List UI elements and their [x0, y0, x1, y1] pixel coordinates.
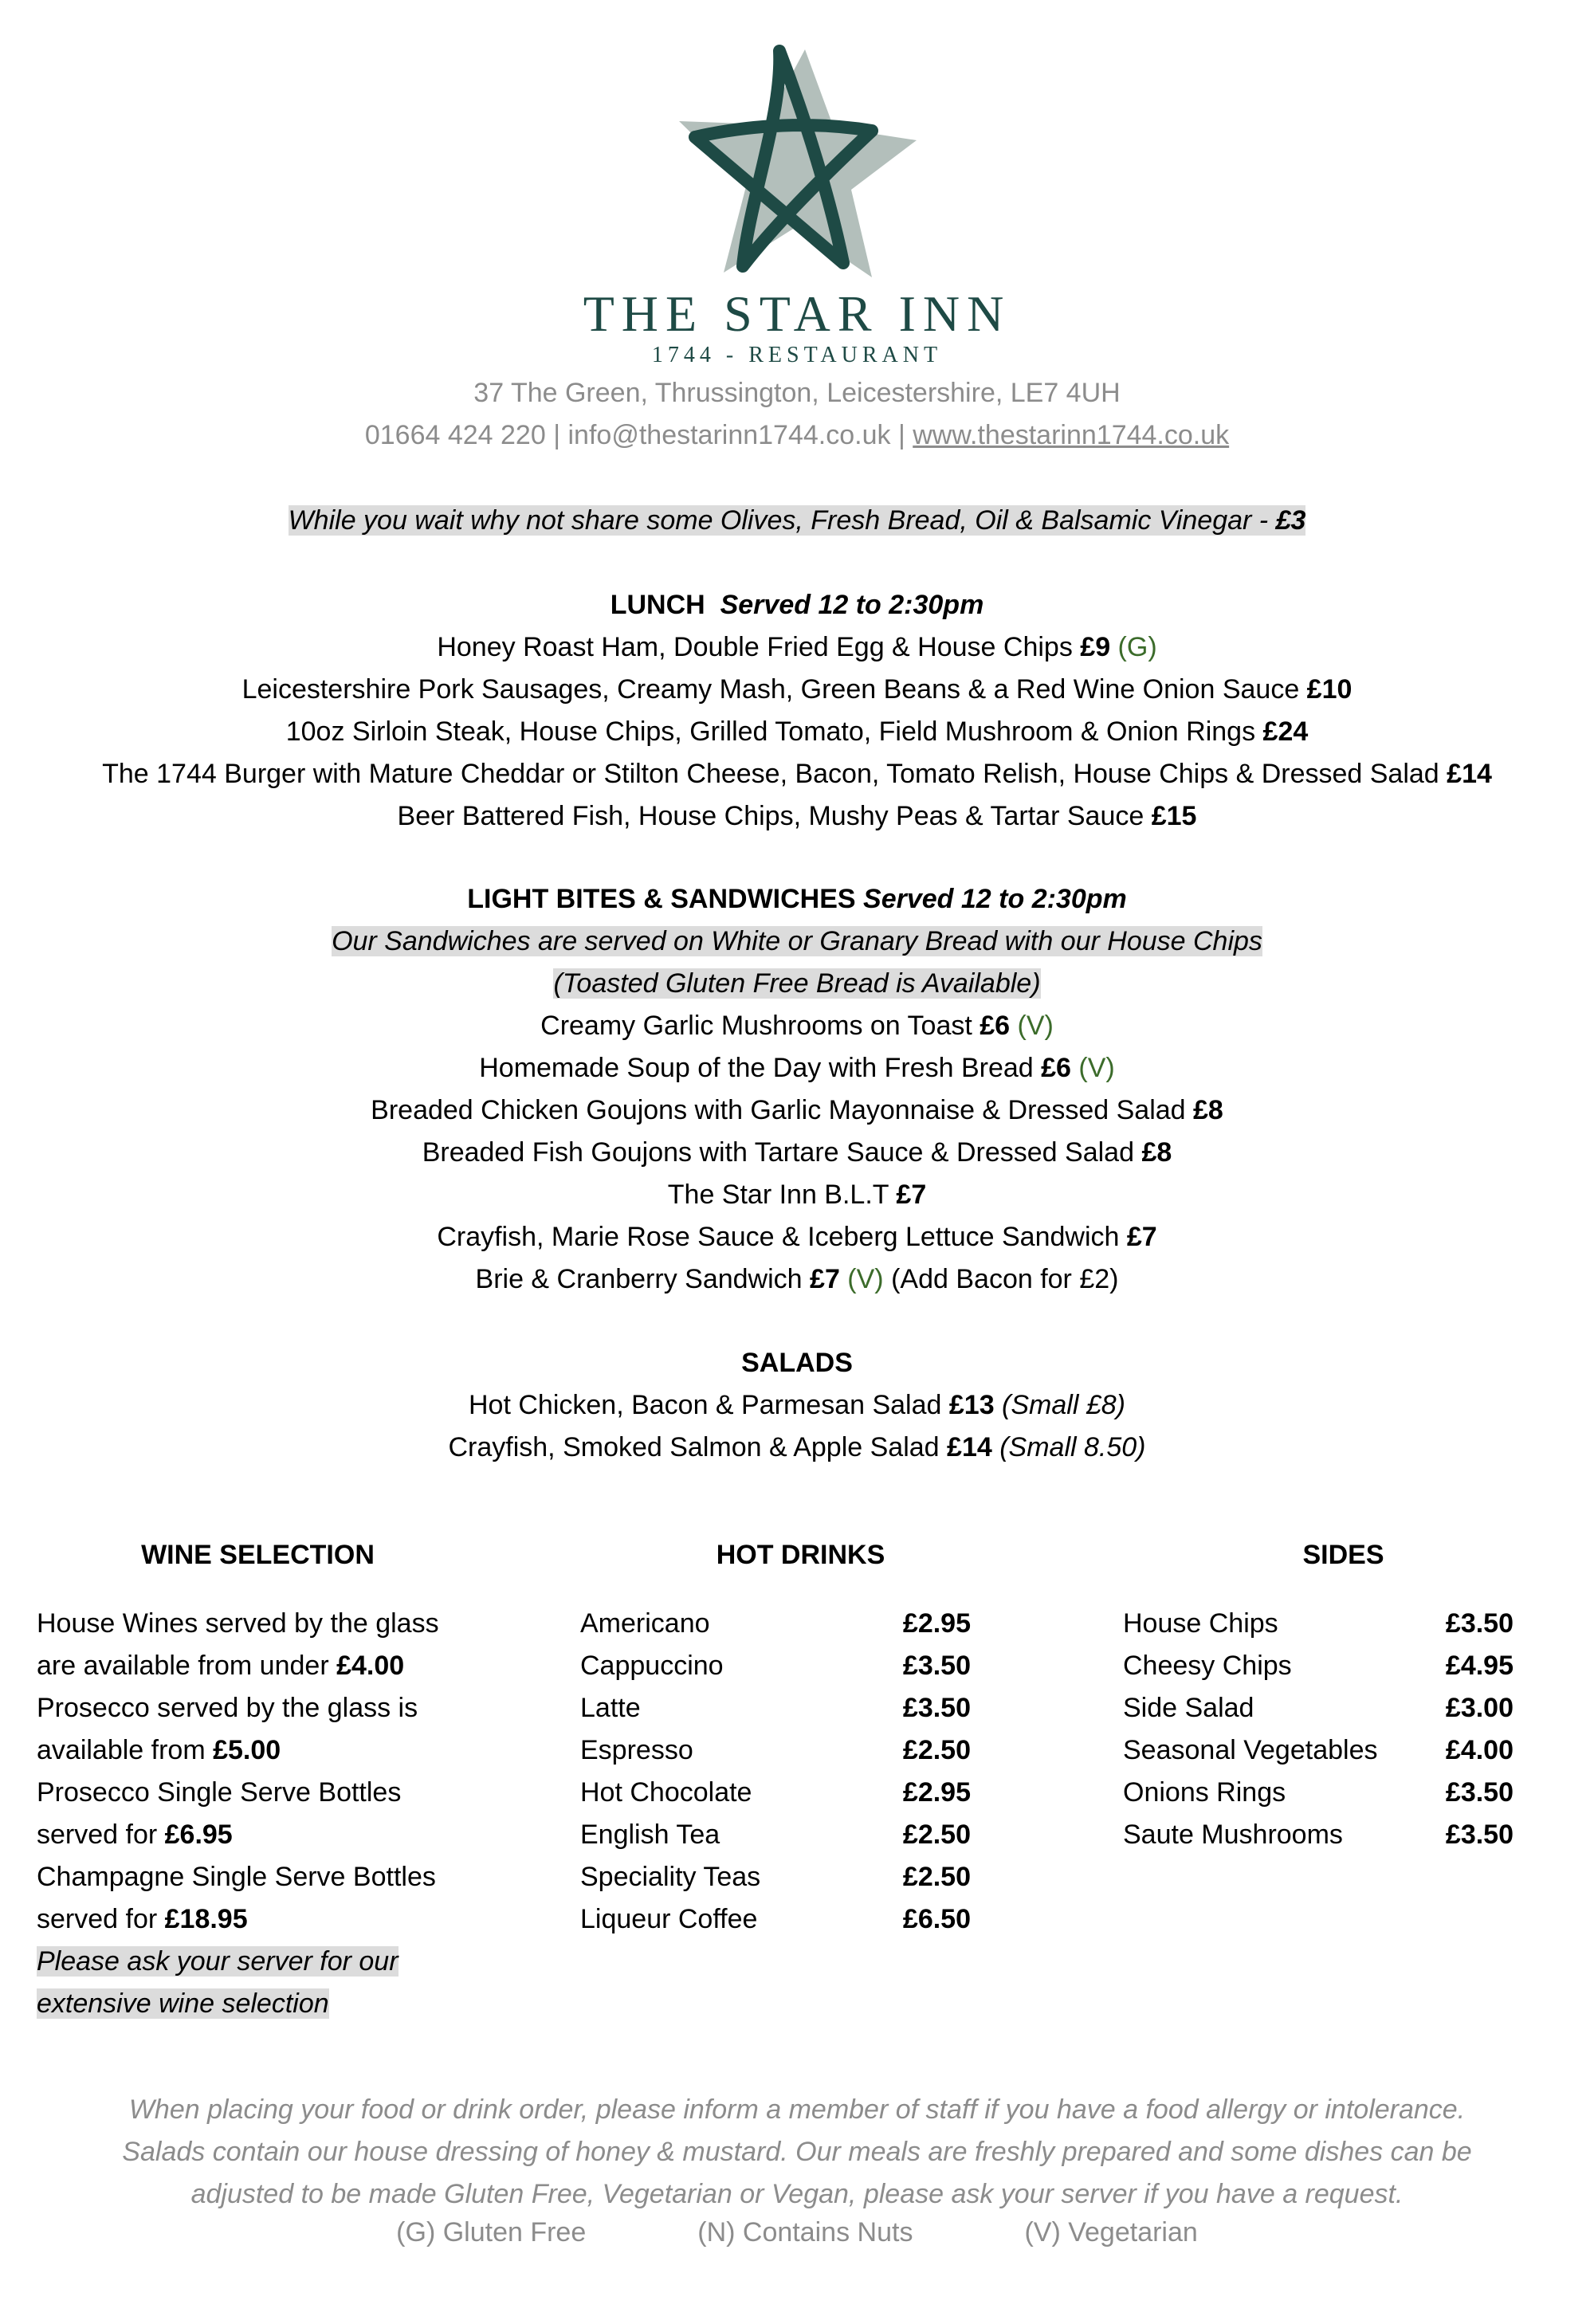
wine-line: Prosecco Single Serve Bottles [37, 1777, 402, 1808]
salads-title: SALADS [741, 1348, 853, 1378]
wine-title: WINE SELECTION [141, 1540, 375, 1570]
logo-title: THE STAR INN [583, 285, 1011, 342]
menu-item: Breaded Fish Goujons with Tartare Sauce & Dressed Salad £8 [422, 1137, 1172, 1168]
lunch-served: Served 12 to 2:30pm [720, 590, 984, 620]
side-row: Seasonal Vegetables £4.00 [1123, 1735, 1514, 1765]
legend-contains-nuts: (N) Contains Nuts [697, 2217, 913, 2247]
salads-section [0, 1342, 1594, 1469]
wine-note: Please ask your server for our [37, 1946, 398, 1977]
lunch-section [0, 584, 1594, 838]
star-icon [663, 41, 931, 281]
menu-item: Creamy Garlic Mushrooms on Toast £6 (V) [540, 1011, 1054, 1041]
drink-row: English Tea £2.50 [580, 1820, 971, 1850]
menu-item: Crayfish, Marie Rose Sauce & Iceberg Lettuce Sandwich £7 [437, 1222, 1157, 1252]
menu-item: Brie & Cranberry Sandwich £7 (V) (Add Bacon for £2) [475, 1264, 1119, 1294]
sides-title: SIDES [1302, 1540, 1384, 1570]
side-row: Side Salad £3.00 [1123, 1693, 1514, 1723]
side-row: Cheesy Chips £4.95 [1123, 1651, 1514, 1681]
dressing-note: Salads contain our house dressing of honey & mustard. Our meals are freshly prepared and some dishes can be [122, 2137, 1472, 2167]
allergy-note: When placing your food or drink order, please inform a member of staff if you have a food allergy or intolerance. [128, 2094, 1466, 2125]
menu-item: Homemade Soup of the Day with Fresh Bread £6 (V) [479, 1053, 1115, 1083]
menu-item: The 1744 Burger with Mature Cheddar or Stilton Cheese, Bacon, Tomato Relish, House Chips & Dressed Salad £14 [102, 759, 1492, 789]
legend-gluten-free: (G) Gluten Free [396, 2217, 587, 2247]
wine-line: available from £5.00 [37, 1735, 281, 1765]
menu-item: Honey Roast Ham, Double Fried Egg & House Chips £9 (G) [437, 632, 1157, 662]
side-row: Onions Rings £3.50 [1123, 1777, 1514, 1808]
starter-offer [0, 500, 1594, 542]
drink-row: Americano £2.95 [580, 1608, 971, 1639]
drink-row: Speciality Teas £2.50 [580, 1862, 971, 1892]
sides-section [1123, 1603, 1514, 1856]
address: 37 The Green, Thrussington, Leicestershire, LE7 4UH [473, 378, 1121, 408]
light-bites-heading [0, 878, 1594, 921]
gluten-free-note: (Toasted Gluten Free Bread is Available) [553, 968, 1041, 999]
menu-item: Beer Battered Fish, House Chips, Mushy Peas & Tartar Sauce £15 [397, 801, 1197, 831]
wine-line: are available from under £4.00 [37, 1651, 405, 1681]
wine-line: served for £6.95 [37, 1820, 233, 1850]
wine-section [37, 1603, 515, 2025]
logo-subtitle: 1744 - RESTAURANT [651, 343, 943, 367]
starter-offer-text: While you wait why not share some Olives, Fresh Bread, Oil & Balsamic Vinegar - £3 [288, 505, 1306, 536]
menu-item: The Star Inn B.L.T £7 [667, 1180, 927, 1210]
dietary-note: adjusted to be made Gluten Free, Vegetarian or Vegan, please ask your server if you have a request. [190, 2179, 1404, 2209]
contact-line [0, 414, 1594, 457]
hot-drinks-title: HOT DRINKS [716, 1540, 885, 1570]
side-row: Saute Mushrooms £3.50 [1123, 1820, 1514, 1850]
menu-item: 10oz Sirloin Steak, House Chips, Grilled Tomato, Field Mushroom & Onion Rings £24 [285, 716, 1309, 747]
sandwich-note: Our Sandwiches are served on White or Granary Bread with our House Chips [332, 926, 1262, 956]
separator: | [545, 420, 568, 450]
phone: 01664 424 220 [364, 420, 546, 450]
menu-item: Hot Chicken, Bacon & Parmesan Salad £13 (Small £8) [469, 1390, 1125, 1420]
menu-item: Breaded Chicken Goujons with Garlic Mayonnaise & Dressed Salad £8 [371, 1095, 1223, 1125]
starter-offer-price: £3 [1275, 505, 1306, 536]
menu-item: Leicestershire Pork Sausages, Creamy Mash, Green Beans & a Red Wine Onion Sauce £10 [241, 674, 1353, 705]
lunch-title: LUNCH [610, 590, 705, 620]
drink-row: Cappuccino £3.50 [580, 1651, 971, 1681]
light-bites-title: LIGHT BITES & SANDWICHES [467, 884, 864, 914]
wine-line: House Wines served by the glass [37, 1608, 439, 1639]
separator: | [890, 420, 913, 450]
side-row: House Chips £3.50 [1123, 1608, 1514, 1639]
drink-row: Hot Chocolate £2.95 [580, 1777, 971, 1808]
hot-drinks-section [580, 1603, 971, 1941]
email-link[interactable]: info@thestarinn1744.co.uk [567, 420, 891, 450]
wine-line: served for £18.95 [37, 1904, 248, 1934]
legend-vegetarian: (V) Vegetarian [1024, 2217, 1198, 2247]
wine-note: extensive wine selection [37, 1988, 329, 2019]
drink-row: Latte £3.50 [580, 1693, 971, 1723]
drink-row: Espresso £2.50 [580, 1735, 971, 1765]
dietary-legend [0, 2217, 1594, 2248]
wine-line: Champagne Single Serve Bottles [37, 1862, 436, 1892]
logo [567, 41, 1027, 376]
light-bites-section [0, 878, 1594, 1301]
drink-row: Liqueur Coffee £6.50 [580, 1904, 971, 1934]
wine-line: Prosecco served by the glass is [37, 1693, 418, 1723]
website-link[interactable]: www.thestarinn1744.co.uk [913, 420, 1230, 450]
lunch-heading [0, 584, 1594, 626]
light-bites-served: Served 12 to 2:30pm [863, 884, 1127, 914]
menu-item: Crayfish, Smoked Salmon & Apple Salad £14 (Small 8.50) [448, 1432, 1146, 1462]
